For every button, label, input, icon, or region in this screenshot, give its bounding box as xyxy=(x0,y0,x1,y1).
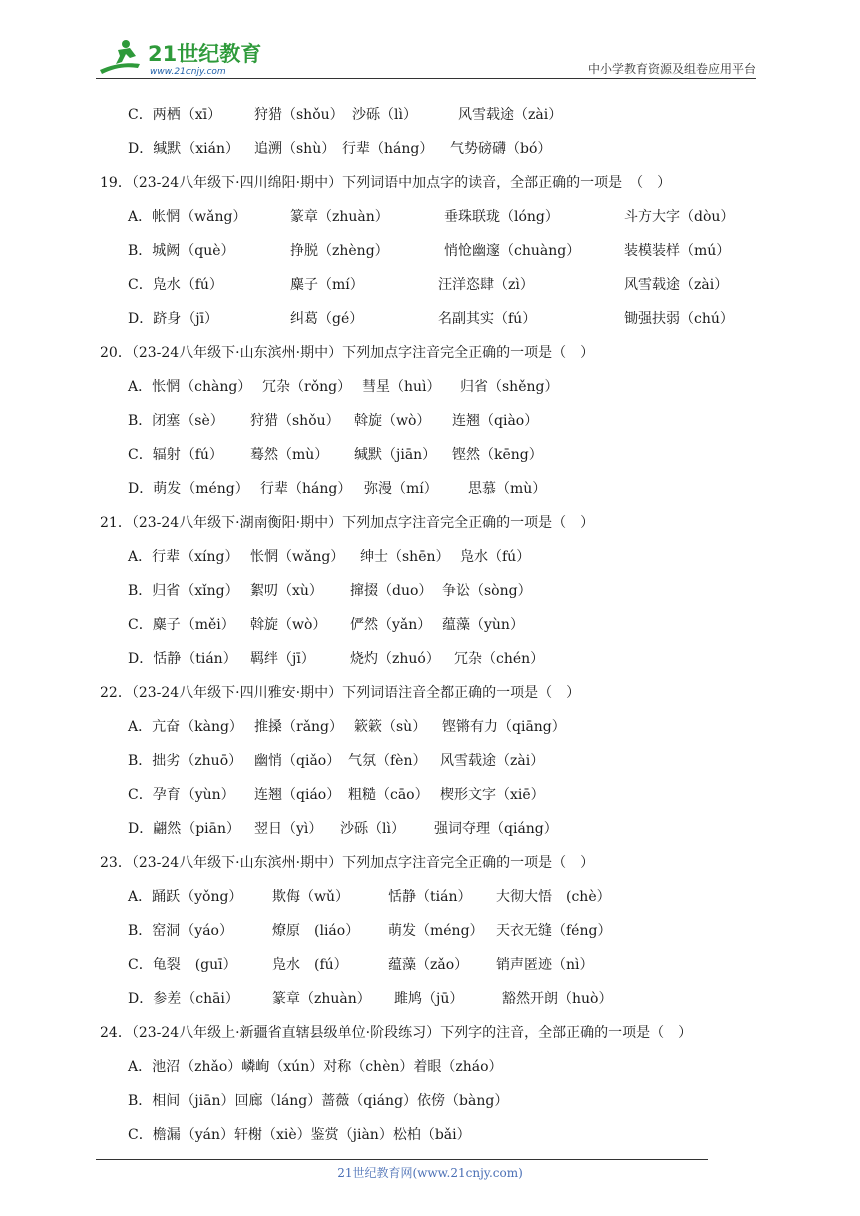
answer-option xyxy=(96,1084,760,1118)
answer-option xyxy=(96,982,760,1016)
option-item: 篆章（zhuàn） xyxy=(272,991,371,1007)
option-item: 铿锵有力（qiāng） xyxy=(442,719,566,735)
option-item: 楔形文字（xiē） xyxy=(440,787,545,803)
answer-option xyxy=(96,540,760,574)
option-item: 簌簌（sù） xyxy=(354,719,427,735)
option-item: A．怅惘（chàng） xyxy=(128,379,252,395)
answer-option xyxy=(96,574,760,608)
option-item: C．麋子（měi） xyxy=(128,617,235,633)
option-item: 撺掇（duo） xyxy=(350,583,433,599)
option-item: 大彻大悟 (chè） xyxy=(496,889,611,905)
option-item: D．缄默（xián） xyxy=(128,141,239,157)
answer-option xyxy=(96,710,760,744)
option-item: B．窑洞（yáo） xyxy=(128,923,233,939)
option-item: 凫水（fú） xyxy=(460,549,531,565)
option-item: 翌日（yì） xyxy=(254,821,323,837)
option-item: 烧灼（zhuó） xyxy=(350,651,440,667)
answer-option xyxy=(96,404,760,438)
answer-option xyxy=(96,744,760,778)
option-item: 连翘（qiào） xyxy=(452,413,539,429)
option-item: 天衣无缝（féng） xyxy=(496,923,612,939)
option-item: A．行辈（xíng） xyxy=(128,549,239,565)
option-item: 沙砾（lì） xyxy=(340,821,405,837)
option-item: 思慕（mù） xyxy=(468,481,547,497)
footer-divider xyxy=(96,1159,708,1160)
page-header xyxy=(96,30,756,78)
option-item: D．萌发（méng） xyxy=(128,481,249,497)
option-item: 欺侮（wǔ） xyxy=(272,889,349,905)
option-item: D．参差（chāi） xyxy=(128,991,239,1007)
logo-text: 21世纪教育 xyxy=(148,42,262,66)
option-item: 铿然（kēng） xyxy=(452,447,543,463)
answer-option xyxy=(96,1050,760,1084)
option-item: A．亢奋（kàng） xyxy=(128,719,243,735)
question-stem: 19．（23-24八年级下·四川绵阳·期中）下列词语中加点字的读音，全部正确的一项是 （ ） xyxy=(100,175,672,191)
option-item: 沙砾（lì） xyxy=(352,107,417,123)
question-stem: 20．（23-24八年级下·山东滨州·期中）下列加点字注音完全正确的一项是（ ） xyxy=(100,345,595,361)
option-item: 俨然（yǎn） xyxy=(350,617,432,633)
answer-option xyxy=(96,438,760,472)
option-item: A．帐惘（wǎng） xyxy=(128,209,247,225)
option-item: 追溯（shù） xyxy=(254,141,336,157)
option-item: 蕴藻（yùn） xyxy=(442,617,524,633)
option-item: 狩猎（shǒu） xyxy=(254,107,344,123)
option-item: 风雪载途（zài） xyxy=(458,107,563,123)
question-stem: 22．（23-24八年级下·四川雅安·期中）下列词语注音全都正确的一项是（ ） xyxy=(100,685,581,701)
option-item: A．踊跃（yǒng） xyxy=(128,889,243,905)
option-item: 挣脱（zhèng） xyxy=(290,243,389,259)
option-item: 缄默（jiān） xyxy=(354,447,437,463)
option-item: 纠葛（gé） xyxy=(290,311,364,327)
answer-option xyxy=(96,200,760,234)
answer-option xyxy=(96,778,760,812)
option-item: 斡旋（wò） xyxy=(354,413,431,429)
option-item: A．池沼（zhǎo）嶙峋（xún）对称（chèn）着眼（zháo） xyxy=(128,1059,503,1075)
option-item: 怅惘（wǎng） xyxy=(250,549,345,565)
option-item: 气氛（fèn） xyxy=(348,753,427,769)
option-item: 风雪载途（zài） xyxy=(624,277,729,293)
option-item: 羁绊（jī） xyxy=(250,651,315,667)
answer-option xyxy=(96,472,760,506)
option-item: B．相间（jiān）回廊（láng）蔷薇（qiáng）依傍（bàng） xyxy=(128,1093,509,1109)
option-item: C．辐射（fú） xyxy=(128,447,223,463)
answer-option xyxy=(96,234,760,268)
answer-option xyxy=(96,608,760,642)
option-item: 麋子（mí） xyxy=(290,277,364,293)
option-item: D．恬静（tián） xyxy=(128,651,237,667)
option-item: C．两栖（xī） xyxy=(128,107,222,123)
option-item: 斡旋（wò） xyxy=(250,617,327,633)
answer-option xyxy=(96,642,760,676)
figure-head-icon xyxy=(122,40,130,48)
answer-option xyxy=(96,268,760,302)
answer-option xyxy=(96,1118,760,1152)
option-item: 争讼（sòng） xyxy=(442,583,532,599)
running-figure-icon xyxy=(100,63,140,74)
answer-option xyxy=(96,914,760,948)
answer-option xyxy=(96,302,760,336)
option-item: 冗杂（rǒng） xyxy=(262,379,352,395)
option-item: 绅士（shēn） xyxy=(360,549,450,565)
option-item: C．檐漏（yán）轩榭（xiè）鉴赏（jiàn）松柏（bǎi） xyxy=(128,1127,471,1143)
option-item: C．龟裂 (guī） xyxy=(128,957,237,973)
option-item: 推搡（rǎng） xyxy=(254,719,344,735)
option-item: 汪洋恣肆（zì） xyxy=(438,277,534,293)
option-item: D．跻身（jī） xyxy=(128,311,219,327)
option-item: 恬静（tián） xyxy=(388,889,472,905)
option-item: 悄怆幽邃（chuàng） xyxy=(444,243,581,259)
option-item: 凫水 (fú） xyxy=(272,957,348,973)
question-stem: 21．（23-24八年级下·湖南衡阳·期中）下列加点字注音完全正确的一项是（ ） xyxy=(100,515,595,531)
option-item: 豁然开朗（huò） xyxy=(502,991,613,1007)
option-item: 篆章（zhuàn） xyxy=(290,209,389,225)
option-item: 归省（shěng） xyxy=(460,379,559,395)
option-item: D．翩然（piān） xyxy=(128,821,241,837)
answer-option xyxy=(96,132,760,166)
question-stem: 24．（23-24八年级上·新疆省直辖县级单位·阶段练习）下列字的注音，全部正确的一项是（ ） xyxy=(100,1025,693,1041)
option-item: 行辈（háng） xyxy=(342,141,434,157)
option-item: 名副其实（fú） xyxy=(438,311,537,327)
option-item: 冗杂（chén） xyxy=(454,651,545,667)
option-item: B．归省（xǐng） xyxy=(128,583,239,599)
answer-option xyxy=(96,880,760,914)
option-item: B．闭塞（sè） xyxy=(128,413,224,429)
option-item: 行辈（háng） xyxy=(260,481,352,497)
option-item: 絮叨（xù） xyxy=(250,583,323,599)
answer-option xyxy=(96,812,760,846)
site-logo xyxy=(96,34,266,78)
option-item: C．孕育（yùn） xyxy=(128,787,235,803)
option-item: 蕴藻（zǎo） xyxy=(388,957,469,973)
header-divider xyxy=(96,78,756,79)
option-item: 萌发（méng） xyxy=(388,923,484,939)
option-item: 锄强扶弱（chú） xyxy=(624,311,734,327)
option-item: 蓦然（mù） xyxy=(250,447,329,463)
option-item: 垂珠联珑（lóng） xyxy=(444,209,559,225)
option-item: 彗星（huì） xyxy=(362,379,441,395)
answer-option xyxy=(96,370,760,404)
option-item: 燎原 (liáo） xyxy=(272,923,360,939)
option-item: 销声匿迹（nì） xyxy=(496,957,594,973)
figure-body-icon xyxy=(116,48,136,64)
option-item: 连翘（qiáo） xyxy=(254,787,341,803)
page-footer: 21世纪教育网(www.21cnjy.com) xyxy=(337,1166,523,1180)
option-item: 粗糙（cāo） xyxy=(348,787,429,803)
option-item: 强词夺理（qiáng） xyxy=(434,821,558,837)
option-item: B．拙劣（zhuō） xyxy=(128,753,243,769)
question-stem: 23．（23-24八年级下·山东滨州·期中）下列加点字注音完全正确的一项是（ ） xyxy=(100,855,595,871)
option-item: B．城阙（què） xyxy=(128,243,235,259)
option-item: C．凫水（fú） xyxy=(128,277,223,293)
option-item: 雎鸠（jū） xyxy=(394,991,464,1007)
option-item: 装模装样（mú） xyxy=(624,243,731,259)
option-item: 幽悄（qiǎo） xyxy=(254,753,341,769)
option-item: 弥漫（mí） xyxy=(364,481,438,497)
option-item: 狩猎（shǒu） xyxy=(250,413,340,429)
option-item: 风雪载途（zài） xyxy=(440,753,545,769)
option-item: 斗方大字（dòu） xyxy=(624,209,735,225)
option-item: 气势磅礴（bó） xyxy=(450,141,552,157)
answer-option xyxy=(96,98,760,132)
question-content xyxy=(96,98,760,1152)
platform-name: 中小学教育资源及组卷应用平台 xyxy=(587,62,756,76)
logo-url: www.21cnjy.com xyxy=(150,67,226,77)
answer-option xyxy=(96,948,760,982)
